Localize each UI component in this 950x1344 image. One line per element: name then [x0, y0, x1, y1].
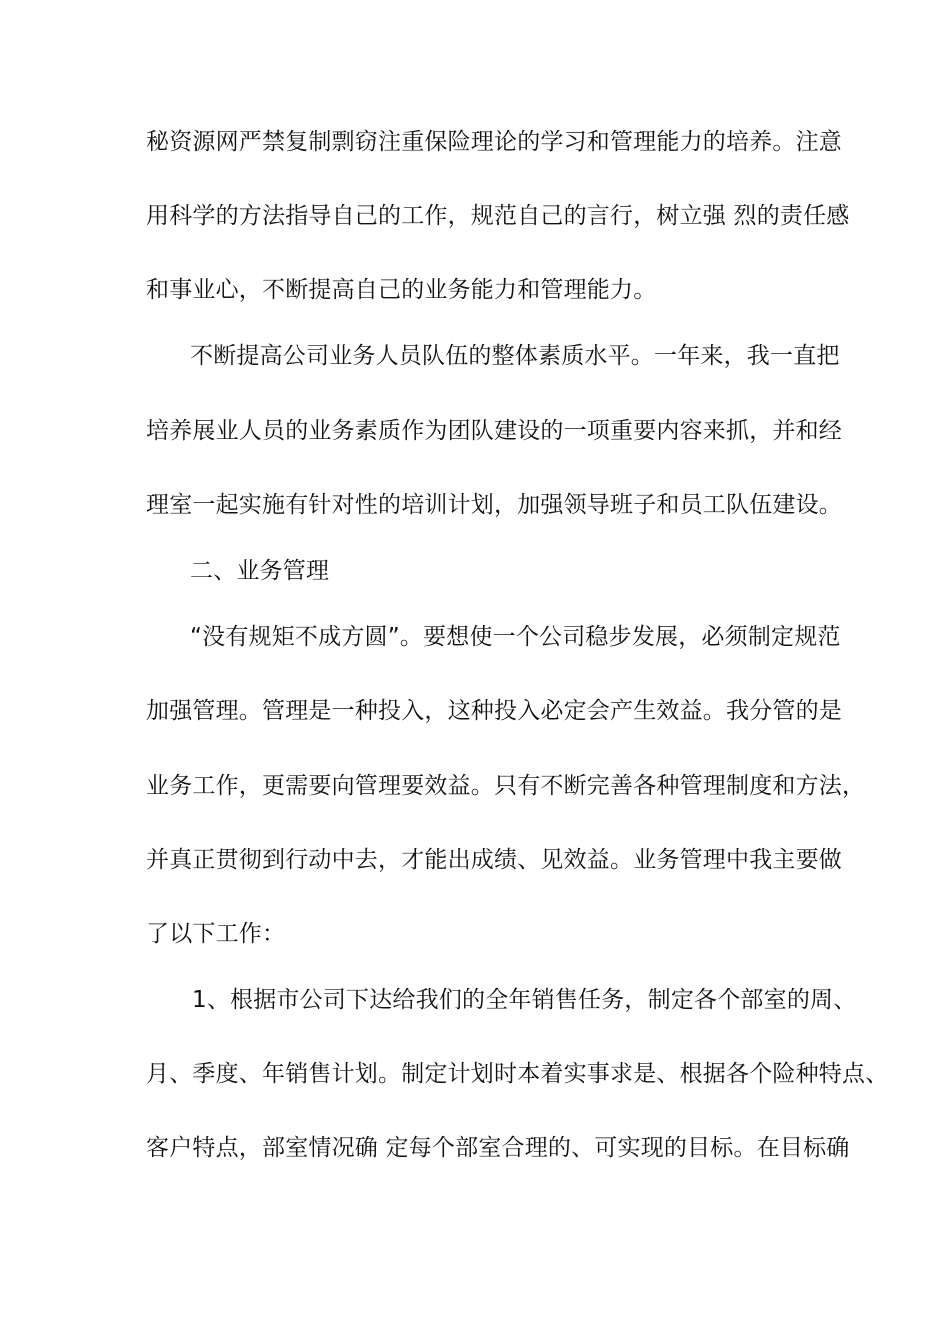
text-line: 不断提高公司业务人员队伍的整体素质水平。一年来，我一直把	[190, 343, 840, 369]
text-line: 客户特点，部室情况确 定每个部室合理的、可实现的目标。在目标确	[146, 1135, 850, 1161]
text-line: 秘资源网严禁复制剽窃注重保险理论的学习和管理能力的培养。注意	[146, 129, 842, 155]
text-line: 月、季度、年销售计划。制定计划时本着实事求是、根据各个险种特点、	[146, 1061, 889, 1087]
text-line: 加强管理。管理是一种投入，这种投入必定会产生效益。我分管的是	[146, 698, 842, 724]
text-line: “没有规矩不成方圆”。要想使一个公司稳步发展，必须制定规范	[190, 624, 841, 650]
text-line: 理室一起实施有针对性的培训计划，加强领导班子和员工队伍建设。	[146, 492, 842, 518]
section-heading: 二、业务管理	[190, 558, 330, 584]
text-line: 用科学的方法指导自己的工作，规范自己的言行，树立强 烈的责任感	[146, 203, 850, 229]
text-line: 1、根据市公司下达给我们的全年销售任务，制定各个部室的周、	[192, 987, 857, 1013]
text-line: 和事业心，不断提高自己的业务能力和管理能力。	[146, 277, 657, 303]
text-line: 并真正贯彻到行动中去，才能出成绩、见效益。业务管理中我主要做	[146, 847, 842, 873]
text-line: 了以下工作：	[146, 921, 286, 947]
text-line: 培养展业人员的业务素质作为团队建设的一项重要内容来抓，并和经	[146, 418, 842, 444]
text-line: 业务工作，更需要向管理要效益。只有不断完善各种管理制度和方法，	[146, 773, 866, 799]
